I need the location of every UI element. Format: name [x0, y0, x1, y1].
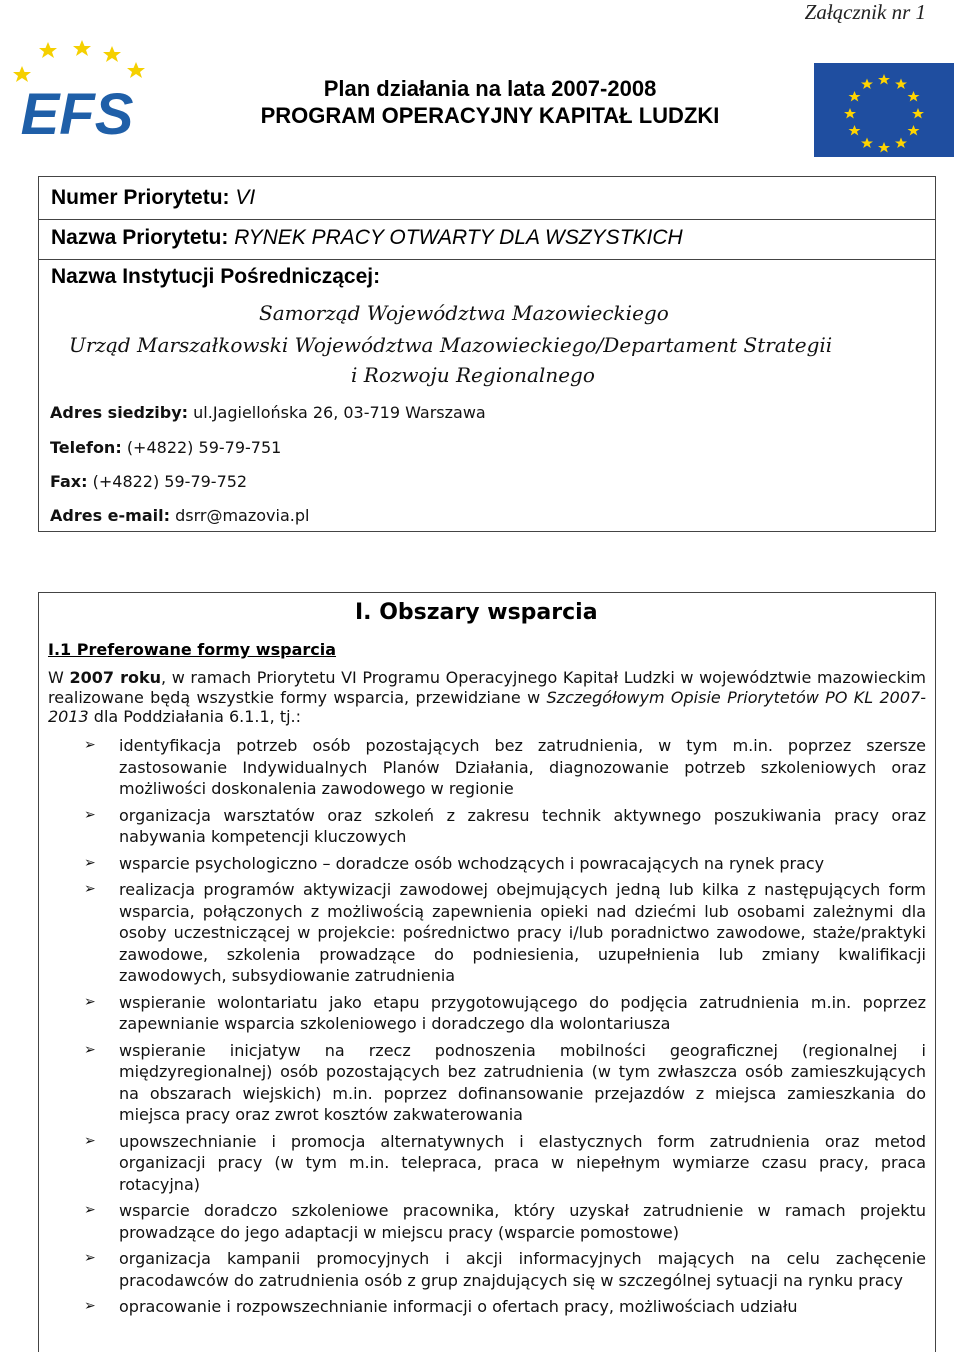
email-row — [50, 506, 309, 525]
sub-heading: I.1 Preferowane formy wsparcia — [48, 640, 337, 659]
institution-line3: i Rozwoju Regionalnego — [351, 363, 595, 387]
arrow-bullet-icon: ➢ — [84, 993, 96, 1010]
institution-label-row — [51, 265, 380, 289]
email-label: Adres e-mail: — [50, 506, 170, 525]
institution-label: Nazwa Instytucji Pośredniczącej: — [51, 265, 381, 288]
support-forms-list — [48, 735, 926, 1323]
efs-wordmark: EFS — [20, 82, 134, 138]
eu-flag-icon — [814, 63, 954, 157]
arrow-bullet-icon: ➢ — [84, 1132, 96, 1149]
list-item-text: wspieranie wolontariatu jako etapu przygotowującego do podjęcia zatrudnienia m.in. poprzez zapewnianie wsparcia szkoleniowego i doradczego dla wolontariusza — [119, 992, 926, 1033]
institution-name — [39, 297, 935, 389]
arrow-bullet-icon: ➢ — [84, 881, 96, 897]
priority-number-value: VI — [235, 186, 256, 209]
divider — [39, 219, 935, 220]
arrow-bullet-icon: ➢ — [84, 806, 96, 823]
arrow-bullet-icon: ➢ — [84, 737, 96, 753]
priority-name-row — [51, 226, 683, 250]
list-item — [48, 1200, 926, 1243]
priority-number-row — [51, 186, 255, 210]
priority-number-label: Numer Priorytetu: — [51, 186, 230, 209]
phone-value: (+4822) 59-79-751 — [126, 438, 282, 457]
list-item-text: upowszechnianie i promocja alternatywnych i elastycznych form zatrudnienia oraz metod organizacji pracy (w tym m.in. telepraca, praca w niepełnym wymiarze czasu pracy, praca rotacyjna) — [119, 1131, 926, 1194]
intro-text-1: W — [48, 668, 70, 687]
arrow-bullet-icon: ➢ — [84, 854, 96, 871]
fax-label: Fax: — [50, 472, 88, 491]
arrow-bullet-icon: ➢ — [84, 1041, 96, 1058]
fax-value: (+4822) 59-79-752 — [92, 472, 248, 491]
fax-row — [50, 472, 247, 491]
list-item — [48, 853, 926, 875]
plan-title-line1: Plan działania na lata 2007-2008 — [323, 76, 657, 101]
intro-year: 2007 roku — [69, 668, 161, 687]
list-item-text: wsparcie doradczo szkoleniowe pracownika, który uzyskał zatrudnienie w ramach projektu prowadzące do jego adaptacji w miejscu pracy (wsparcie pomostowe) — [119, 1201, 926, 1242]
intro-document-title: Szczegółowym Opisie Priorytetów PO KL 2007-2013 — [48, 687, 926, 726]
efs-stars — [13, 40, 145, 82]
list-item-text: identyfikacja potrzeb osób pozostających bez zatrudnienia, w tym m.in. poprzez szersze zastosowanie Indywidualnych Planów Działania, diagnozowanie potrzeb szkoleniowych oraz możliwości doskonalenia zawodowego w regionie — [119, 736, 926, 798]
intro-text-2: , w ramach Priorytetu VI Programu Operacyjnego Kapitał Ludzki w województwie mazowieckim realizowane będą wszystkie formy wsparcia, przewidziane w — [48, 668, 926, 707]
priority-info-box — [38, 176, 936, 532]
list-item-text: realizacja programów aktywizacji zawodowej obejmujących jedną lub kilka z następujących form wsparcia, połączonych z możliwością zapewnienia opieki nad dziećmi lub osobami zależnymi dla osoby uczestniczącej w projekcie: pośrednictwo pracy i/lub poradnictwo zawodowe, staże/praktyki zawodowe, szkolenia prowadzące do podniesienia, uzupełnienia lub zmiany kwalifikacji zawodowych, subsydiowanie zatrudnienia — [119, 880, 926, 985]
list-item-text: wsparcie psychologiczno – doradcze osób wchodzących i powracających na rynek pracy — [119, 853, 825, 873]
intro-text-3: dla Poddziałania 6.1.1, tj.: — [88, 707, 302, 726]
list-item — [48, 805, 926, 848]
list-item — [48, 735, 926, 800]
institution-line2: Urząd Marszałkowski Województwa Mazowieckiego/Departament Strategii — [69, 333, 833, 357]
priority-name-label: Nazwa Priorytetu: — [51, 226, 229, 249]
list-item — [48, 1131, 926, 1196]
arrow-bullet-icon: ➢ — [84, 1298, 96, 1314]
annex-label: Załącznik nr 1 — [804, 0, 926, 24]
section-heading: I. Obszary wsparcia — [355, 600, 598, 625]
plan-title — [220, 75, 760, 129]
phone-row — [50, 438, 281, 457]
address-label: Adres siedziby: — [50, 403, 189, 422]
efs-logo — [4, 38, 150, 138]
list-item — [48, 879, 926, 987]
list-item — [48, 992, 926, 1035]
list-item — [48, 1296, 926, 1318]
divider — [39, 259, 935, 260]
plan-title-line2: PROGRAM OPERACYJNY KAPITAŁ LUDZKI — [260, 103, 720, 128]
intro-paragraph — [48, 668, 926, 727]
list-item — [48, 1248, 926, 1291]
list-item-text: opracowanie i rozpowszechnianie informacji o ofertach pracy, możliwościach udziału — [119, 1297, 798, 1316]
priority-name-value: RYNEK PRACY OTWARTY DLA WSZYSTKICH — [234, 226, 683, 249]
arrow-bullet-icon: ➢ — [84, 1250, 96, 1266]
list-item — [48, 1040, 926, 1126]
email-value[interactable]: dsrr@mazovia.pl — [175, 506, 310, 525]
phone-label: Telefon: — [50, 438, 122, 457]
list-item-text: organizacja warsztatów oraz szkoleń z zakresu technik aktywnego poszukiwania pracy oraz nabywania kompetencji kluczowych — [119, 805, 926, 846]
list-item-text: organizacja kampanii promocyjnych i akcji informacyjnych mających na celu zachęcenie pracodawców do zatrudnienia osób z grup znajdujących się w szczególnej sytuacji na rynku pracy — [119, 1249, 926, 1290]
institution-line1: Samorząd Województwa Mazowieckiego — [259, 301, 669, 325]
arrow-bullet-icon: ➢ — [84, 1202, 96, 1218]
list-item-text: wspieranie inicjatyw na rzecz podnoszenia mobilności geograficznej (regionalnej i międzyregionalnej) osób pozostających bez zatrudnienia (w tym zwłaszcza osób zamieszkujących na obszarach wiejskich) m.in. poprzez dofinansowanie przejazdów z miejsca zamieszkania do miejsca pracy oraz zwrot kosztów zakwaterowania — [119, 1040, 926, 1124]
address-row — [50, 403, 486, 422]
address-value: ul.Jagiellońska 26, 03-719 Warszawa — [193, 403, 486, 422]
